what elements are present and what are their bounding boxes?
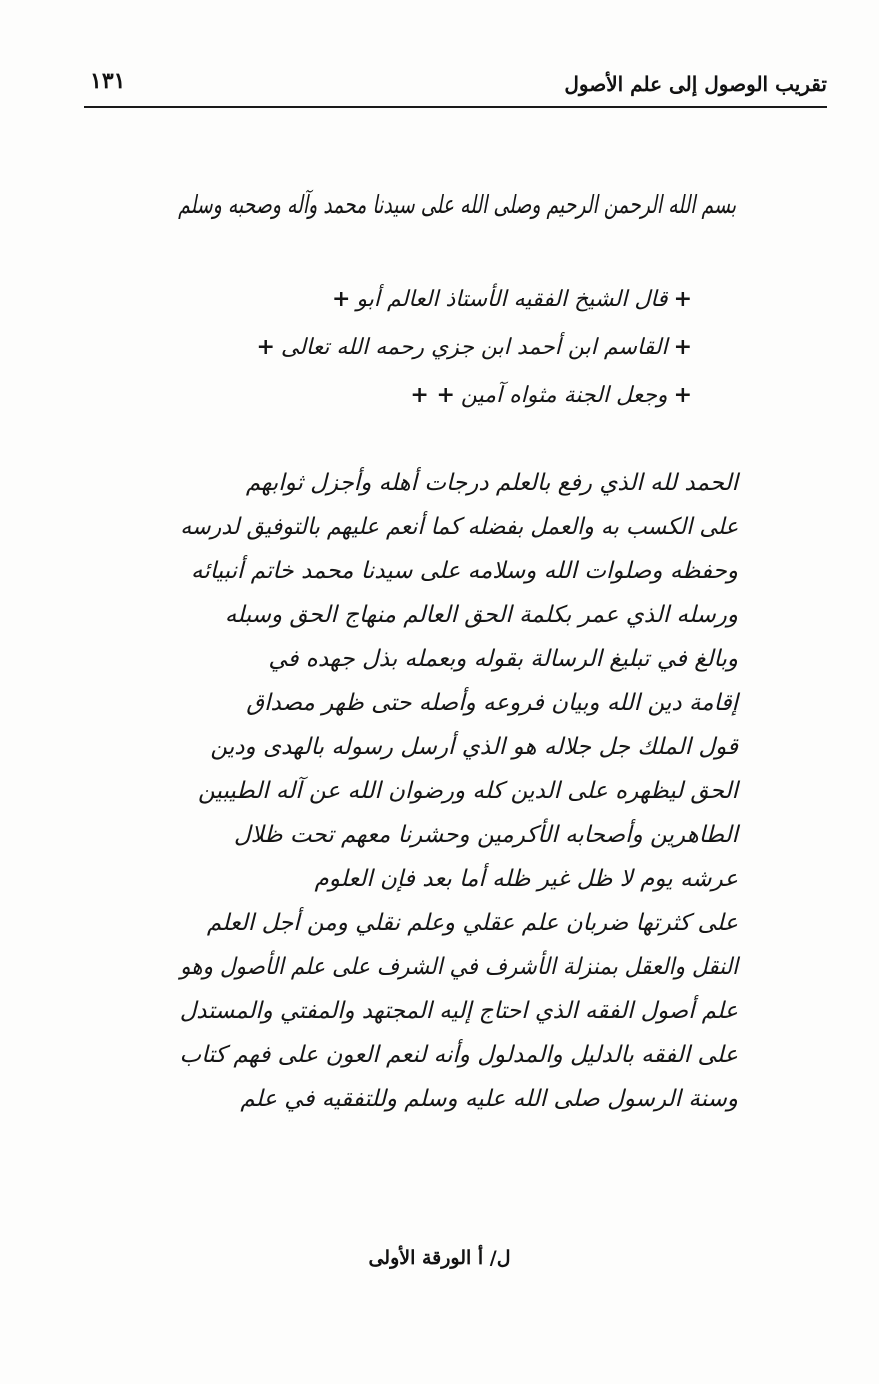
manuscript-line: وحفظه وصلوات الله وسلامه على سيدنا محمد خاتم أنبيائه	[190, 558, 738, 584]
manuscript-title-text: قال الشيخ الفقيه الأستاذ العالم أبو	[356, 287, 668, 312]
manuscript-line: قول الملك جل جلاله هو الذي أرسل رسوله بالهدى ودين	[210, 734, 738, 760]
manuscript-line: وسنة الرسول صلى الله عليه وسلم وللتفقيه في علم	[240, 1086, 738, 1112]
cross-mark-icon: +	[673, 286, 692, 312]
cross-mark-icon: +	[331, 286, 351, 312]
figure-caption: ل/ أ الورقة الأولى	[368, 1247, 511, 1269]
cross-mark-icon: +	[673, 382, 692, 408]
manuscript-line: على الفقه بالدليل والمدلول وأنه لنعم العون على فهم كتاب	[179, 1042, 738, 1068]
manuscript-line: عرشه يوم لا ظل غير ظله أما بعد فإن العلوم	[314, 866, 738, 892]
manuscript-title-text: وجعل الجنة مثواه آمين	[460, 383, 668, 408]
manuscript-image	[178, 178, 738, 1138]
manuscript-line: وبالغ في تبليغ الرسالة بقوله وبعمله بذل جهده في	[268, 646, 738, 672]
running-title: تقريب الوصول إلى علم الأصول	[564, 72, 827, 96]
manuscript-line: على الكسب به والعمل بفضله كما أنعم عليهم بالتوفيق لدرسه	[179, 514, 738, 540]
manuscript-title-text: القاسم ابن أحمد ابن جزي رحمه الله تعالى	[280, 335, 668, 360]
running-header	[84, 62, 827, 108]
manuscript-line: الحق ليظهره على الدين كله ورضوان الله عن آله الطيبين	[198, 778, 738, 804]
manuscript-title-line	[250, 334, 698, 360]
basmala-line: بسم الله الرحمن الرحيم وصلى الله على سيدنا محمد وآله وصحبه وسلم	[177, 190, 736, 219]
manuscript-line: النقل والعقل بمنزلة الأشرف في الشرف على علم الأصول وهو	[180, 954, 738, 980]
manuscript-line: الطاهرين وأصحابه الأكرمين وحشرنا معهم تحت ظلال	[233, 822, 738, 848]
manuscript-line: إقامة دين الله وبيان فروعه وأصله حتى ظهر مصداق	[246, 690, 738, 716]
manuscript-line: على كثرتها ضربان علم عقلي وعلم نقلي ومن أجل العلم	[206, 910, 738, 936]
manuscript-line: الحمد لله الذي رفع بالعلم درجات أهله وأجزل ثوابهم	[245, 470, 738, 496]
manuscript-title-line	[404, 382, 698, 408]
manuscript-title-line	[326, 286, 698, 312]
page-number: ١٣١	[90, 68, 126, 94]
manuscript-line: علم أصول الفقه الذي احتاج إليه المجتهد والمفتي والمستدل	[179, 998, 738, 1024]
cross-mark-icon: + +	[410, 382, 455, 408]
cross-mark-icon: +	[673, 334, 692, 360]
cross-mark-icon: +	[256, 334, 275, 360]
manuscript-line: ورسله الذي عمر بكلمة الحق العالم منهاج الحق وسبله	[224, 602, 738, 628]
